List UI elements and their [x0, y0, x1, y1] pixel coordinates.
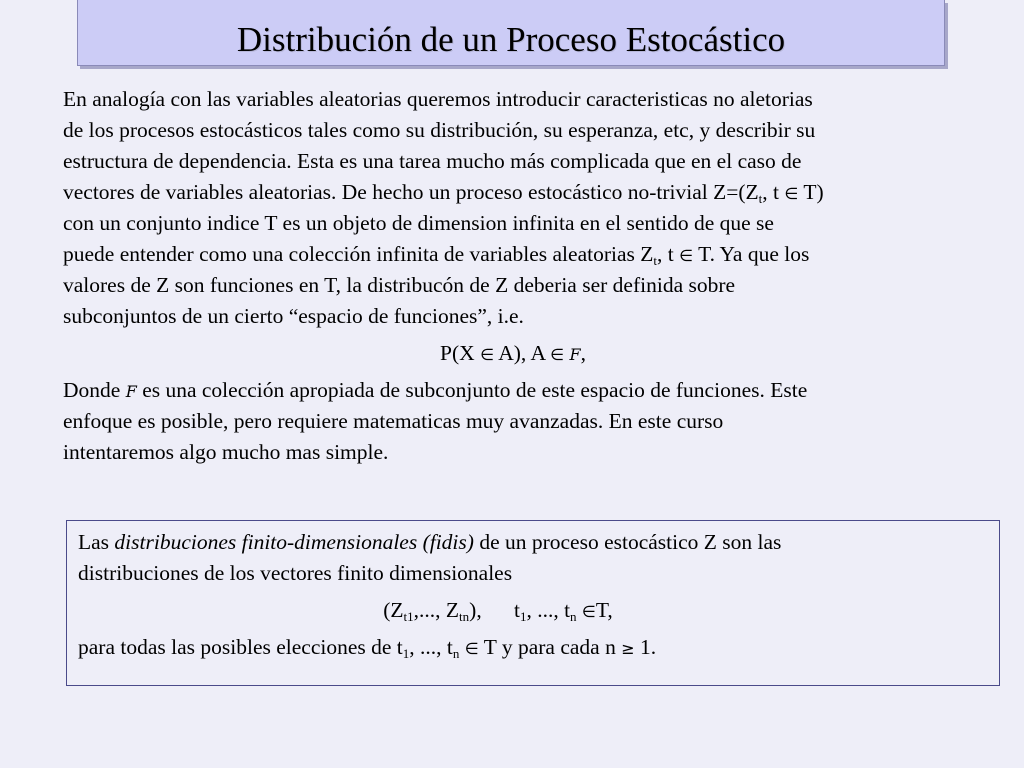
p2-l1-text-b: es una colección apropiada de subconjunto de este espacio de funciones. Este	[142, 378, 808, 402]
def-f-sub1: t1	[403, 609, 414, 624]
p1-l6-text-b: , t	[657, 242, 674, 266]
def-l1-text-a: Las	[78, 530, 110, 554]
def-l4-subn: n	[452, 646, 460, 661]
p1-l6-text-c: T. Ya que los	[698, 242, 810, 266]
p1-l6-subscript: t	[653, 253, 658, 268]
def-f-close: ),	[469, 598, 482, 622]
geq-symbol: ≥	[621, 639, 635, 658]
paragraph1-line5: con un conjunto indice T es un objeto de dimension infinita en el sentido de que se	[63, 211, 774, 235]
def-f-end: T,	[595, 598, 613, 622]
formula1-b: A), A	[498, 341, 545, 365]
paragraph1-line1: En analogía con las variables aleatorias queremos introducir caracteristicas no aletorias	[63, 87, 813, 111]
def-f-mid: ,..., Z	[413, 598, 460, 622]
definition-text	[78, 527, 978, 663]
formula-probability	[63, 338, 973, 369]
def-l1-italic-term: distribuciones finito-dimensionales (fidis)	[114, 530, 474, 554]
def-f-open: (Z	[383, 598, 404, 622]
def-l4-text-b: , ..., t	[409, 635, 453, 659]
slide-title: Distribución de un Proceso Estocástico	[236, 20, 786, 59]
element-of-symbol: ∈	[480, 345, 494, 364]
formula1-a: P(X	[440, 341, 475, 365]
definition-formula	[78, 595, 978, 626]
p1-l4-text-a: vectores de variables aleatorias. De hecho un proceso estocástico no-trivial Z=(Z	[63, 180, 759, 204]
def-f-tmid: , ..., t	[526, 598, 571, 622]
script-f-symbol: F	[125, 382, 137, 401]
definition-box	[66, 520, 1000, 686]
paragraph2-line2: enfoque es posible, pero requiere matematicas muy avanzadas. En este curso	[63, 409, 724, 433]
paragraph1-line8: subconjuntos de un cierto “espacio de funciones”, i.e.	[63, 304, 524, 328]
def-f-tsubn: n	[570, 609, 577, 624]
def-f-sub2: tn	[459, 609, 470, 624]
def-l4-text-d: 1.	[639, 635, 657, 659]
def-l1-text-b: de un proceso estocástico Z son las	[479, 530, 782, 554]
title-box	[77, 0, 945, 66]
p1-l4-subscript: t	[758, 191, 763, 206]
paragraph1-line6	[63, 239, 973, 270]
def-l4-sub1: 1	[402, 646, 410, 661]
def-l4-text-a: para todas las posibles elecciones de t	[78, 635, 403, 659]
def-l4-text-c: T y para cada n	[483, 635, 616, 659]
element-of-symbol: ∈	[679, 246, 694, 265]
p1-l6-text-a: puede entender como una colección infinita de variables aleatorias Z	[63, 242, 654, 266]
formula1-c: ,	[580, 341, 586, 365]
definition-line4	[78, 632, 978, 663]
paragraph1-line3: estructura de dependencia. Esta es una tarea mucho más complicada que en el caso de	[63, 149, 802, 173]
script-f-symbol: F	[569, 345, 581, 364]
element-of-symbol: ∈	[784, 184, 799, 203]
paragraph2-line1	[63, 375, 973, 406]
paragraph1-line4	[63, 177, 973, 208]
element-of-symbol: ∈	[550, 345, 565, 364]
def-f-tsub1: 1	[519, 609, 527, 624]
element-of-symbol: ∈	[464, 639, 479, 658]
p1-l4-text-c: T)	[803, 180, 824, 204]
paragraph1-line7: valores de Z son funciones en T, la distribucón de Z deberia ser definida sobre	[63, 273, 736, 297]
paragraph1-line2: de los procesos estocásticos tales como su distribución, su esperanza, etc, y describir su	[63, 118, 816, 142]
main-text	[63, 84, 973, 468]
def-f-t: t	[513, 598, 520, 622]
element-of-symbol: ∈	[581, 602, 596, 621]
definition-line2: distribuciones de los vectores finito dimensionales	[78, 561, 513, 585]
paragraph2-line3: intentaremos algo mucho mas simple.	[63, 440, 389, 464]
p1-l4-text-b: , t	[762, 180, 780, 204]
p2-l1-text-a: Donde	[63, 378, 121, 402]
definition-line1	[78, 527, 978, 558]
